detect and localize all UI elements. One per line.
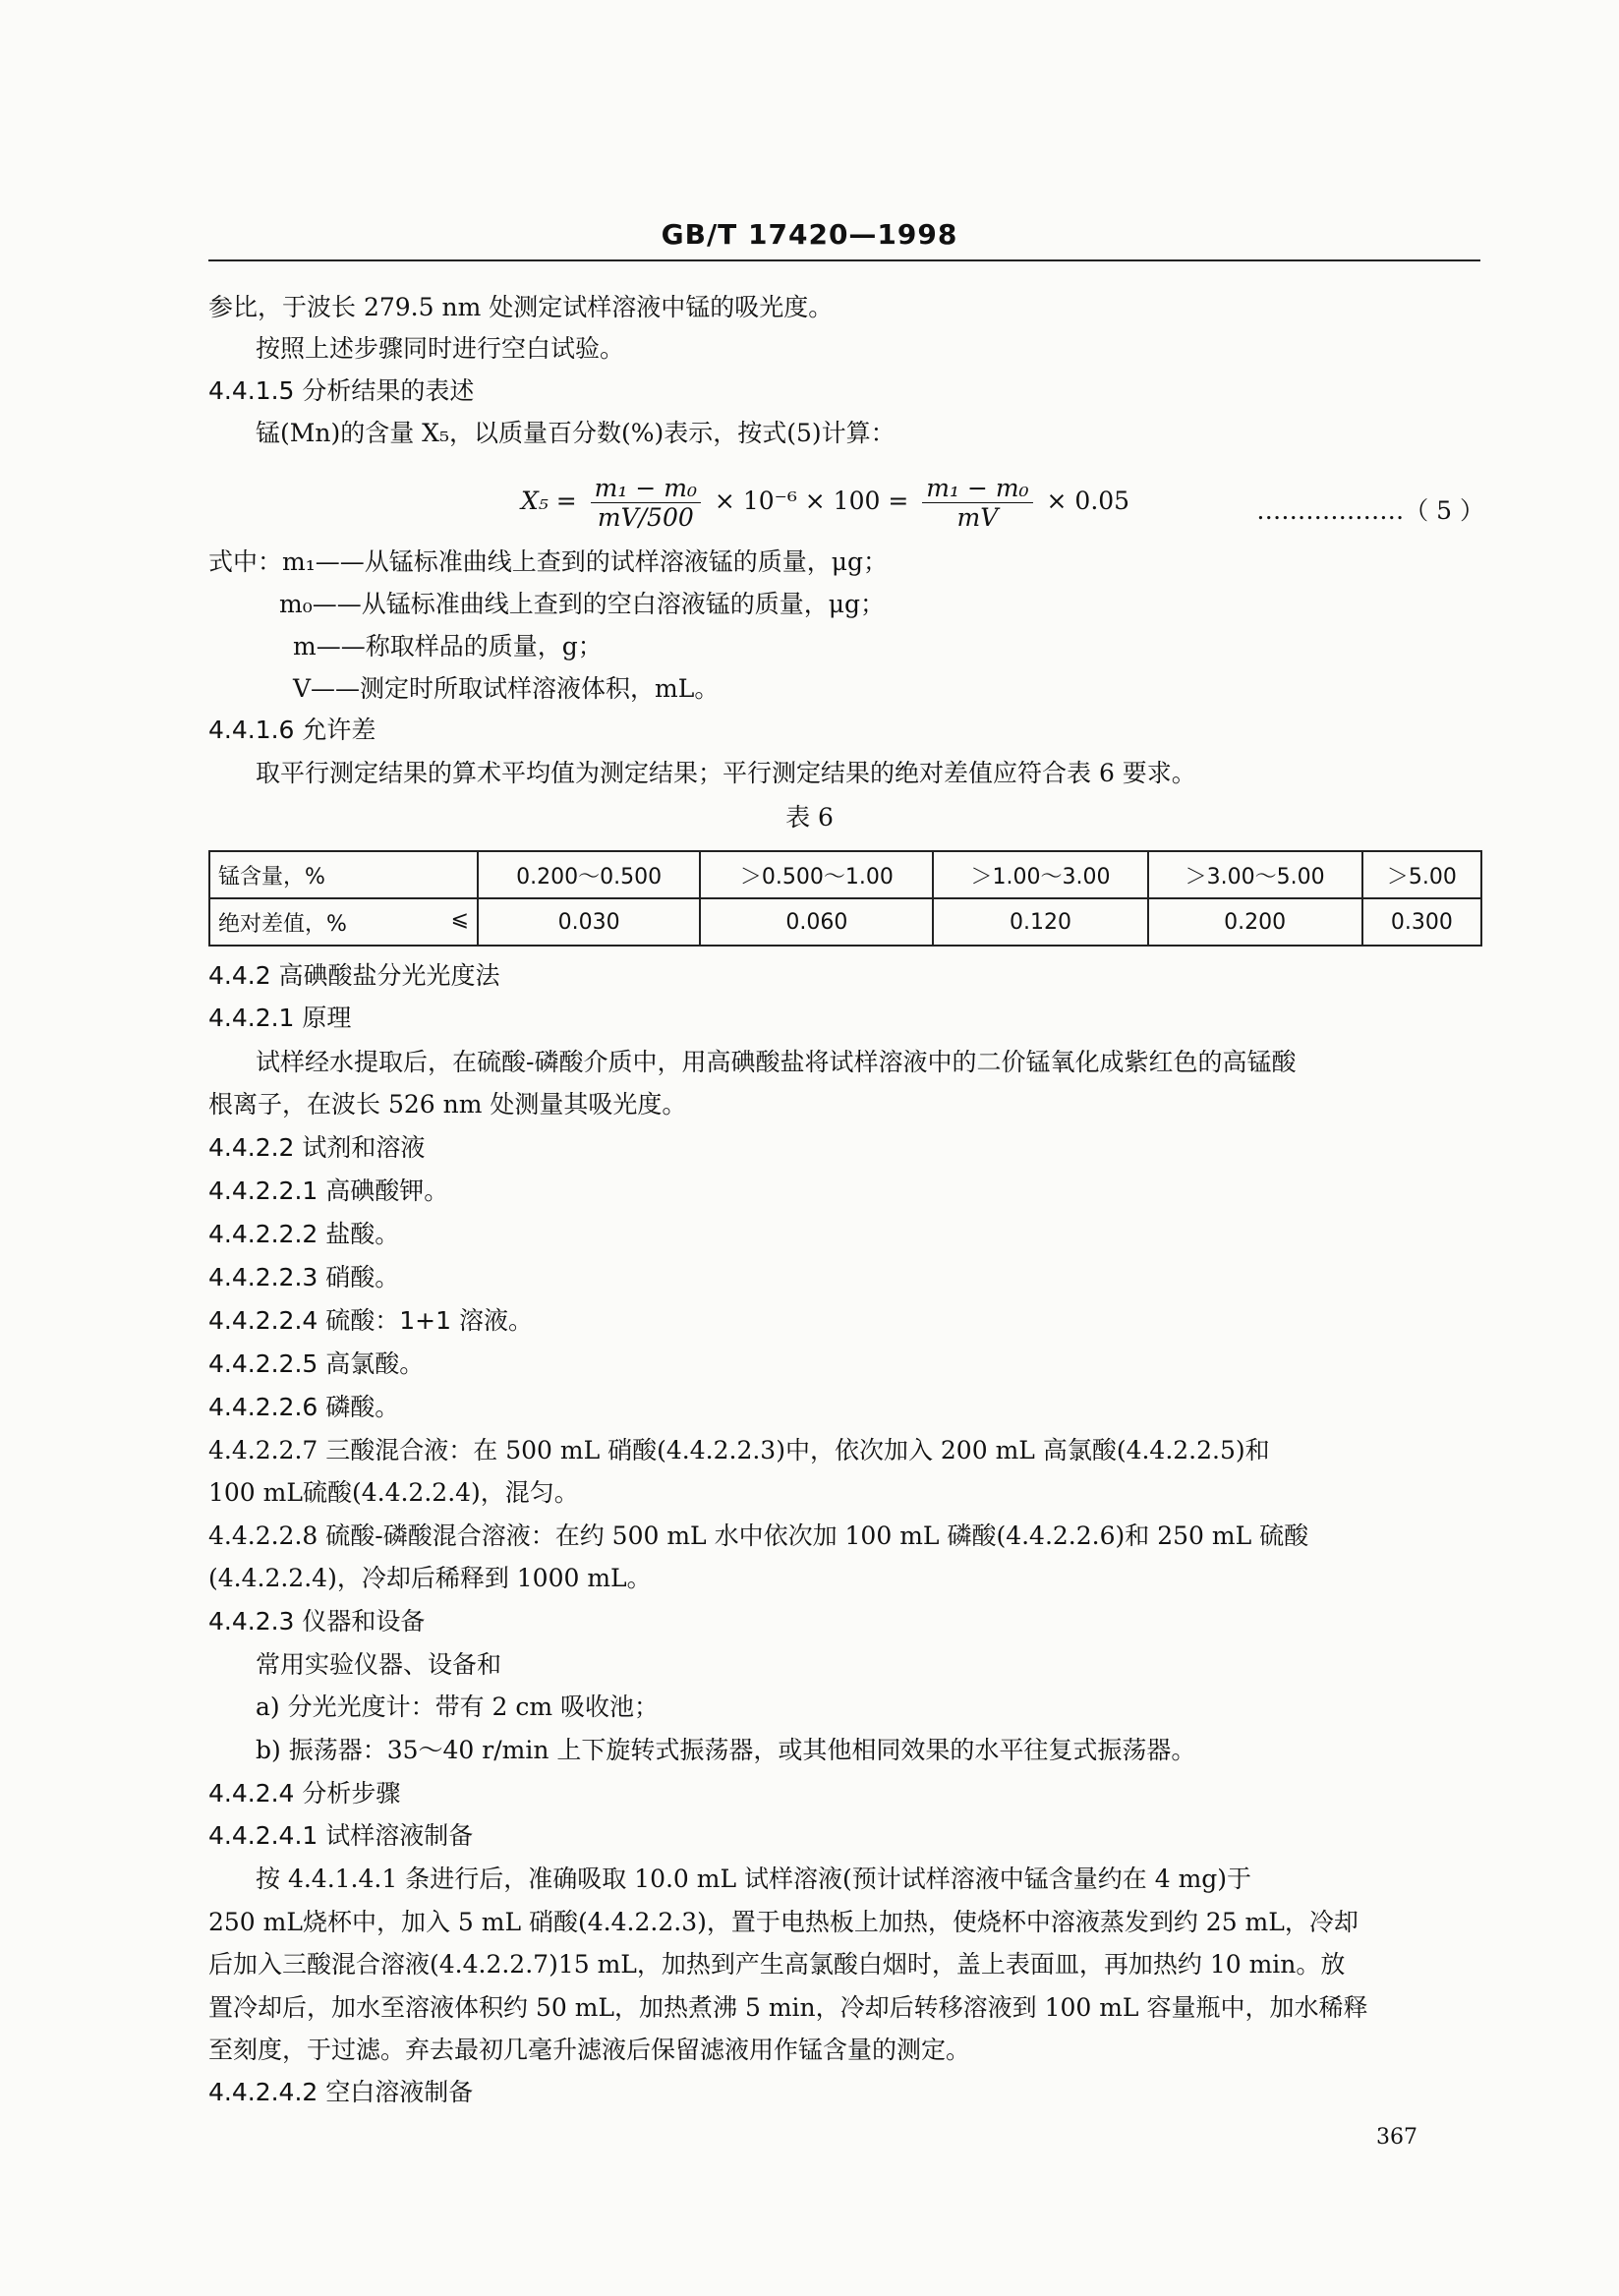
table-cell: 0.200～0.500: [478, 851, 700, 898]
text-line: 按照上述步骤同时进行空白试验。: [256, 334, 625, 363]
section-heading: 4.4.2.4 分析步骤: [208, 1779, 401, 1808]
text-line: a) 分光光度计：带有 2 cm 吸收池；: [256, 1693, 660, 1721]
fraction-numerator: m₁ − m₀: [591, 474, 701, 503]
fraction-denominator: mV: [956, 503, 999, 532]
text-line: 4.4.2.2.1 高碘酸钾。: [208, 1177, 449, 1205]
where-line: m——称取样品的质量，g；: [293, 632, 603, 660]
where-line: m₀——从锰标准曲线上查到的空白溶液锰的质量，μg；: [279, 590, 885, 618]
text-line: 参比，于波长 279.5 nm 处测定试样溶液中锰的吸光度。: [208, 293, 834, 321]
table-row: [209, 898, 1481, 946]
equation-number: ………………（ 5 ）: [1256, 496, 1484, 525]
section-heading: 4.4.2.2 试剂和溶液: [208, 1133, 426, 1162]
section-heading: 4.4.2.4.1 试样溶液制备: [208, 1821, 474, 1850]
text-line: 4.4.2.2.3 硝酸。: [208, 1263, 400, 1292]
page-number: 367: [1376, 2125, 1417, 2150]
table-cell: ＞0.500～1.00: [700, 851, 933, 898]
where-line: V——测定时所取试样溶液体积，mL。: [293, 674, 720, 703]
fraction-numerator: m₁ − m₀: [922, 474, 1032, 503]
table-row: [209, 851, 1481, 898]
section-heading: 4.4.1.5 分析结果的表述: [208, 376, 475, 405]
table-caption: 表 6: [785, 803, 834, 832]
section-heading: 4.4.2.1 原理: [208, 1004, 352, 1032]
section-heading: 4.4.2.4.2 空白溶液制备: [208, 2078, 474, 2106]
formula-middle: × 10⁻⁶ × 100 =: [714, 487, 909, 515]
table-cell: 0.300: [1362, 898, 1481, 946]
text-line: 4.4.2.2.5 高氯酸。: [208, 1349, 425, 1378]
text-line: 250 mL烧杯中，加入 5 mL 硝酸(4.4.2.2.3)，置于电热板上加热，使烧杯中溶液蒸发到约 25 mL，冷却: [208, 1908, 1359, 1936]
text-line: b) 振荡器：35～40 r/min 上下旋转式振荡器，或其他相同效果的水平往复式振荡器。: [256, 1736, 1196, 1764]
text-line: 4.4.2.2.2 盐酸。: [208, 1220, 400, 1248]
section-heading: 4.4.2 高碘酸盐分光光度法: [208, 961, 500, 990]
table-cell: 0.120: [933, 898, 1147, 946]
where-line: 式中：m₁——从锰标准曲线上查到的试样溶液锰的质量，μg；: [208, 547, 888, 576]
formula-fraction-2: [922, 474, 1032, 532]
formula-fraction-1: [591, 474, 701, 532]
table-cell: 0.030: [478, 898, 700, 946]
text-line: (4.4.2.2.4)，冷却后稀释到 1000 mL。: [208, 1564, 652, 1592]
table-cell: ＞1.00～3.00: [933, 851, 1147, 898]
text-line: 锰(Mn)的含量 X₅，以质量百分数(%)表示，按式(5)计算：: [256, 419, 896, 447]
text-line: 至刻度，于过滤。弃去最初几毫升滤液后保留滤液用作锰含量的测定。: [208, 2036, 971, 2064]
text-line: 4.4.2.2.8 硫酸-磷酸混合溶液：在约 500 mL 水中依次加 100 mL 磷酸(4.4.2.2.6)和 250 mL 硫酸: [208, 1521, 1309, 1550]
row-label: 绝对差值，%: [218, 911, 347, 937]
text-line: 置冷却后，加水至溶液体积约 50 mL，加热煮沸 5 min，冷却后转移溶液到 100 mL 容量瓶中，加水稀释: [208, 1993, 1368, 2022]
text-line: 4.4.2.2.7 三酸混合液：在 500 mL 硝酸(4.4.2.2.3)中，依次加入 200 mL 高氯酸(4.4.2.2.5)和: [208, 1436, 1270, 1464]
table-cell: 0.200: [1148, 898, 1362, 946]
leq-symbol: ⩽: [450, 906, 469, 932]
formula-lhs: X₅ =: [521, 487, 577, 515]
text-line: 4.4.2.2.6 磷酸。: [208, 1393, 400, 1421]
table-6: [208, 850, 1482, 947]
formula-tail: × 0.05: [1046, 487, 1130, 515]
table-cell: 0.060: [700, 898, 933, 946]
table-cell: [209, 898, 478, 946]
text-line: 试样经水提取后，在硫酸-磷酸介质中，用高碘酸盐将试样溶液中的二价锰氧化成紫红色的高锰酸: [256, 1048, 1297, 1076]
text-line: 后加入三酸混合溶液(4.4.2.2.7)15 mL，加热到产生高氯酸白烟时，盖上表面皿，再加热约 10 min。放: [208, 1950, 1346, 1979]
table-cell: 锰含量，%: [209, 851, 478, 898]
text-line: 取平行测定结果的算术平均值为测定结果；平行测定结果的绝对差值应符合表 6 要求。: [256, 759, 1196, 787]
table-cell: ＞3.00～5.00: [1148, 851, 1362, 898]
section-heading: 4.4.2.3 仪器和设备: [208, 1607, 426, 1636]
text-line: 常用实验仪器、设备和: [256, 1650, 502, 1679]
formula-5: [521, 474, 1484, 543]
document-header: GB/T 17420—1998: [661, 218, 958, 251]
text-line: 根离子，在波长 526 nm 处测量其吸光度。: [208, 1090, 687, 1119]
text-line: 4.4.2.2.4 硫酸：1+1 溶液。: [208, 1306, 533, 1335]
text-line: 按 4.4.1.4.1 条进行后，准确吸取 10.0 mL 试样溶液(预计试样溶液中锰含量约在 4 mg)于: [256, 1865, 1252, 1893]
fraction-denominator: mV/500: [597, 503, 694, 532]
text-line: 100 mL硫酸(4.4.2.2.4)，混匀。: [208, 1478, 579, 1507]
header-rule: [208, 259, 1480, 261]
table-cell: ＞5.00: [1362, 851, 1481, 898]
section-heading: 4.4.1.6 允许差: [208, 716, 376, 744]
